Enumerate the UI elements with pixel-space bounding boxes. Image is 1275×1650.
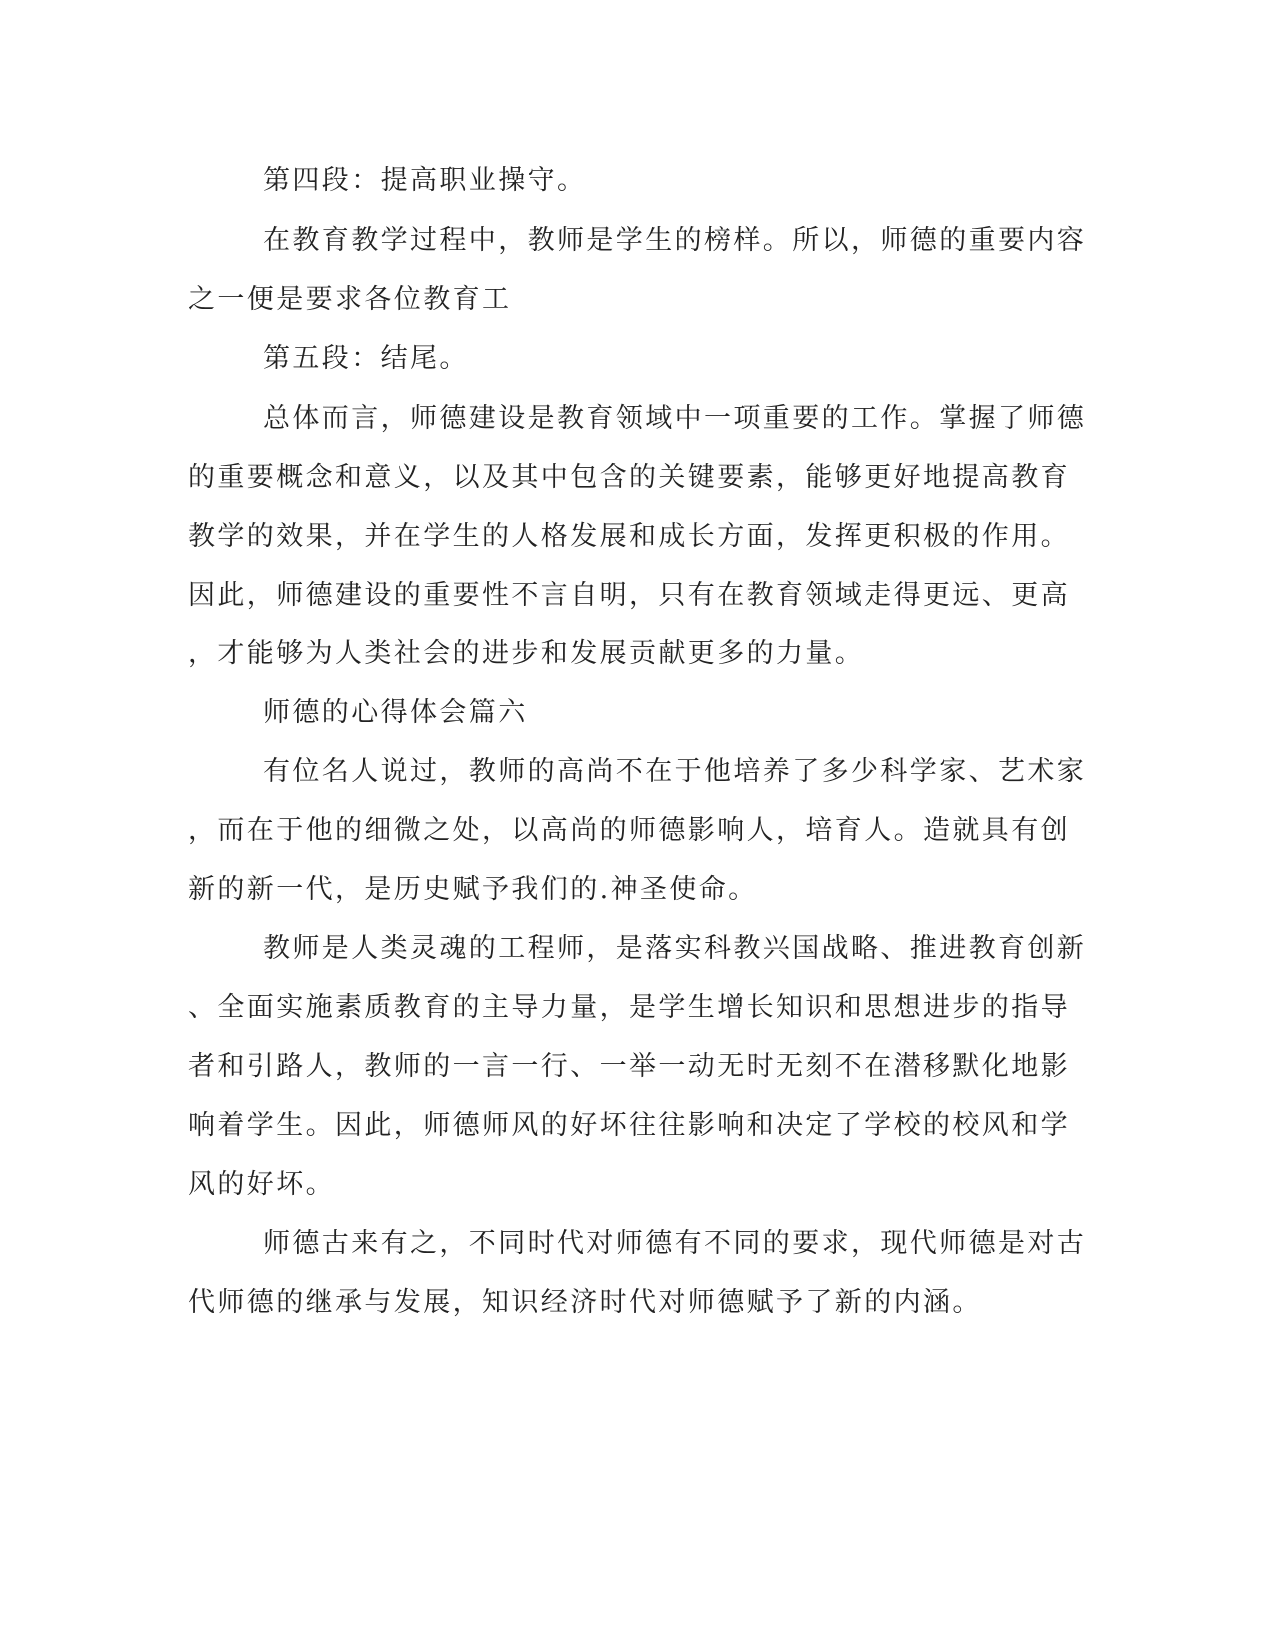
paragraph-line: 之一便是要求各位教育工: [188, 284, 512, 315]
paragraph-line: 的重要概念和意义，以及其中包含的关键要素，能够更好地提高教育: [188, 462, 1070, 493]
paragraph-line: 在教育教学过程中，教师是学生的榜样。所以，师德的重要内容: [263, 225, 1087, 256]
paragraph-line: 教师是人类灵魂的工程师，是落实科教兴国战略、推进教育创新: [263, 933, 1087, 964]
paragraph-line: 者和引路人，教师的一言一行、一举一动无时无刻不在潜移默化地影: [188, 1051, 1070, 1082]
paragraph-line: 代师德的继承与发展，知识经济时代对师德赋予了新的内涵。: [188, 1287, 982, 1318]
paragraph-line: 因此，师德建设的重要性不言自明，只有在教育领域走得更远、更高: [188, 580, 1070, 611]
paragraph-line: 师德古来有之，不同时代对师德有不同的要求，现代师德是对古: [263, 1228, 1087, 1259]
paragraph-line: 总体而言，师德建设是教育领域中一项重要的工作。掌握了师德: [263, 403, 1087, 434]
paragraph-heading-5: 第五段：结尾。: [263, 343, 469, 374]
paragraph-line: ，才能够为人类社会的进步和发展贡献更多的力量。: [188, 638, 865, 669]
section-title: 师德的心得体会篇六: [263, 697, 528, 728]
paragraph-line: 新的新一代，是历史赋予我们的.神圣使命。: [188, 874, 758, 905]
paragraph-line: 教学的效果，并在学生的人格发展和成长方面，发挥更积极的作用。: [188, 521, 1070, 552]
paragraph-line: 风的好坏。: [188, 1169, 335, 1200]
paragraph-line: 、全面实施素质教育的主导力量，是学生增长知识和思想进步的指导: [188, 992, 1070, 1023]
paragraph-line: ，而在于他的细微之处，以高尚的师德影响人，培育人。造就具有创: [188, 815, 1070, 846]
paragraph-line: 有位名人说过，教师的高尚不在于他培养了多少科学家、艺术家: [263, 756, 1087, 787]
paragraph-line: 响着学生。因此，师德师风的好坏往往影响和决定了学校的校风和学: [188, 1110, 1070, 1141]
paragraph-heading-4: 第四段：提高职业操守。: [263, 165, 587, 196]
